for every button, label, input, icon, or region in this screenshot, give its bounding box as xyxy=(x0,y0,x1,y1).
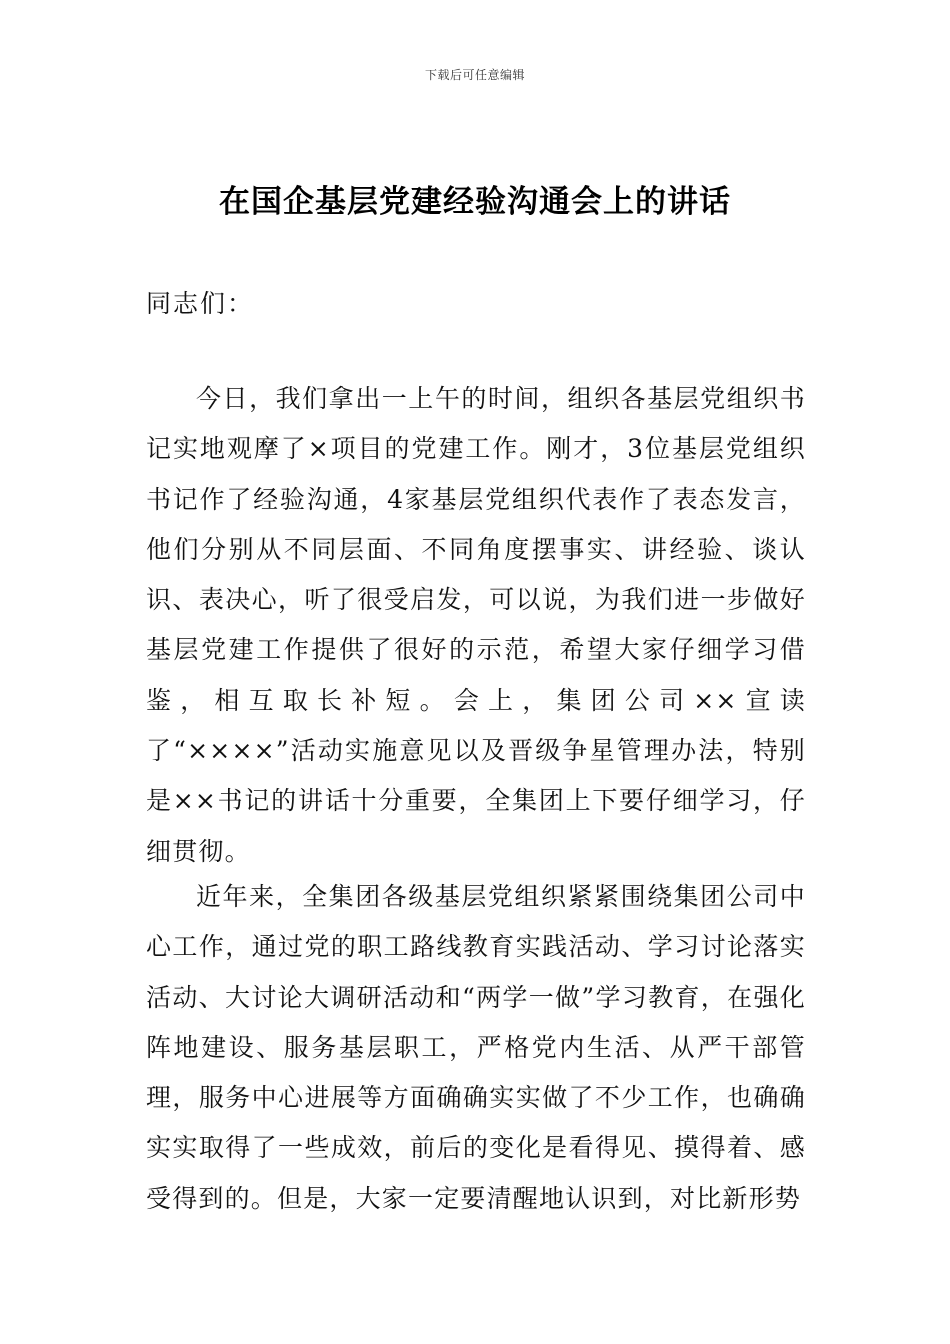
body-paragraph-2: 近年来，全集团各级基层党组织紧紧围绕集团公司中心工作，通过党的职工路线教育实践活动、学习讨论落实活动、大讨论大调研活动和“两学一做”学习教育，在强化阵地建设、服务基层职工，严格党内生活、从严干部管理，服务中心进展等方面确确实实做了不少工作，也确确实实取得了一些成效，前后的变化是看得见、摸得着、感受得到的。但是，大家一定要清醒地认识到，对比新形势 xyxy=(146,882,806,1213)
document-title: 在国企基层党建经验沟通会上的讲话 xyxy=(219,184,731,220)
page-header-note: 下载后可任意编辑 xyxy=(424,68,525,82)
salutation: 同志们： xyxy=(146,289,255,318)
body-paragraph-1: 今日，我们拿出一上午的时间，组织各基层党组织书记实地观摩了×项目的党建工作。刚才，3位基层党组织书记作了经验沟通，4家基层党组织代表作了表态发言，他们分别从不同层面、不同角度摆事实、讲经验、谈认识、表决心，听了很受启发，可以说，为我们进一步做好基层党建工作提供了很好的示范，希望大家仔细学习借鉴，相互取长补短。会上，集团公司××宣读了“××××”活动实施意见以及晋级争星管理办法，特别是××书记的讲话十分重要，全集团上下要仔细学习，仔细贯彻。 xyxy=(146,384,806,866)
